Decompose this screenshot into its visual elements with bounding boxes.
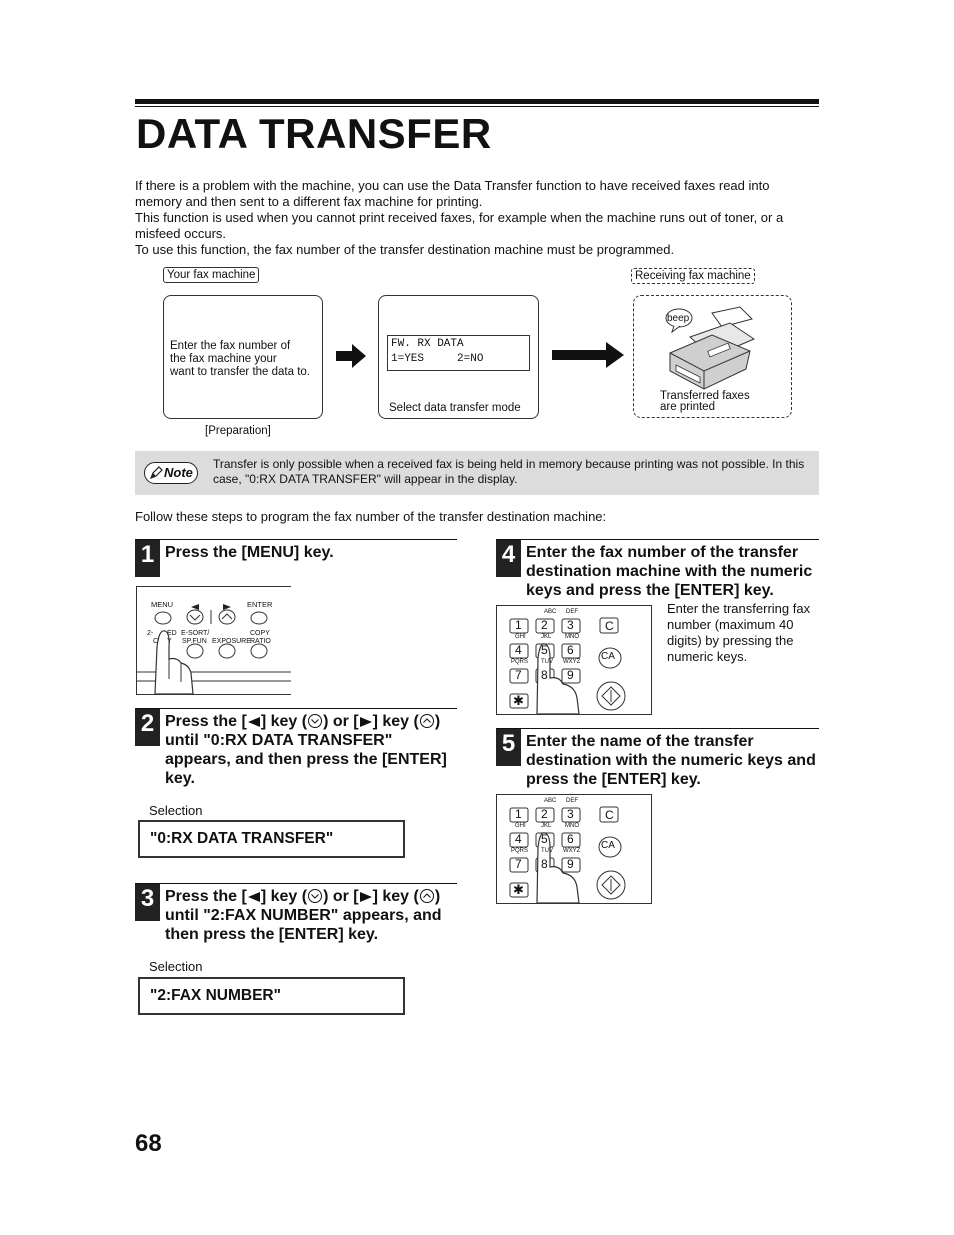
keypad-letters: TUV: [541, 659, 553, 665]
note-badge-label: Note: [164, 465, 193, 480]
star-key-label: ✱: [513, 882, 524, 897]
step-text-part: ] key (: [260, 888, 308, 905]
beep-label: beep: [667, 313, 690, 324]
mode-caption: Select data transfer mode: [389, 402, 521, 414]
keypad-key-3: 3: [567, 807, 574, 821]
step-rule: [496, 539, 819, 540]
y-label: Y: [167, 638, 172, 645]
numeric-keypad-illustration: [496, 605, 652, 715]
two-sided-label: 2-: [147, 630, 154, 637]
transferred-caption: Transferred faxes are printed: [660, 390, 750, 413]
keypad-letters: JKL: [541, 823, 552, 829]
intro-paragraph: To use this function, the fax number of the transfer destination machine must be programmed.: [135, 242, 675, 257]
c-label: C: [153, 638, 159, 645]
step-number: 2: [135, 709, 160, 746]
step-text: [165, 887, 457, 944]
preparation-label: [Preparation]: [205, 425, 271, 437]
step-number: 3: [135, 884, 160, 921]
keypad-key-9: 9: [567, 668, 574, 682]
header-rule-thick: [135, 99, 819, 104]
ed-label: ED: [167, 630, 177, 637]
step-rule: [135, 539, 457, 540]
exposure-label: EXPOSURE: [212, 638, 251, 645]
step-number: 5: [496, 729, 521, 766]
intro-text: [135, 178, 819, 258]
note-text: Transfer is only possible when a received fax is being held in memory because printing was not possible. In this case, "0:RX DATA TRANSFER" will appear in the display.: [213, 457, 805, 486]
page-title: DATA TRANSFER: [136, 110, 492, 157]
keypad-letters: ABC: [544, 609, 557, 615]
step-text-part: ): [434, 713, 441, 730]
down-chevron-key-icon: [307, 714, 323, 728]
selection-label: Selection: [149, 803, 203, 818]
header-rule-thin: [135, 106, 819, 107]
step-rule: [135, 883, 457, 884]
esort-label: E-SORT/: [181, 630, 210, 637]
keypad-letters: GHI: [515, 823, 526, 829]
selection-display: "0:RX DATA TRANSFER": [138, 820, 405, 858]
keypad-key-5: 5: [541, 832, 548, 846]
keypad-letters: WXYZ: [563, 848, 581, 854]
operation-panel-illustration: [136, 586, 291, 695]
spfun-label: SP.FUN: [182, 638, 207, 645]
step-rule: [496, 728, 819, 729]
keypad-key-1: 1: [515, 807, 522, 821]
preparation-text: Enter the fax number of the fax machine your want to transfer the data to.: [170, 340, 310, 378]
clear-all-key-label: CA: [601, 840, 615, 851]
clear-key-label: C: [605, 619, 614, 633]
keypad-key-8: 8: [541, 857, 548, 871]
keypad-letters: ABC: [544, 798, 557, 804]
keypad-key-4: 4: [515, 643, 522, 657]
left-arrow-key-icon: [247, 716, 261, 728]
step-text-part: Press the [: [165, 713, 247, 730]
right-arrow-key-icon: [359, 716, 373, 728]
step-number: 1: [135, 540, 160, 577]
left-arrow-key-icon: [247, 891, 261, 903]
numeric-keypad-illustration: [496, 794, 652, 904]
keypad-key-2: 2: [541, 807, 548, 821]
selection-display: "2:FAX NUMBER": [138, 977, 405, 1015]
step-text: Enter the fax number of the transfer destination machine with the numeric keys and press the [ENTER] key.: [526, 544, 813, 599]
step-text: [165, 712, 457, 788]
keypad-key-3: 3: [567, 618, 574, 632]
down-chevron-key-icon: [307, 889, 323, 903]
step-number: 4: [496, 540, 521, 577]
step-rule: [135, 708, 457, 709]
selection-label: Selection: [149, 959, 203, 974]
keypad-key-6: 6: [567, 832, 574, 846]
long-arrow-right-icon: [550, 340, 626, 370]
enter-key-label: ENTER: [247, 600, 273, 609]
keypad-letters: TUV: [541, 848, 553, 854]
keypad-letters: GHI: [515, 634, 526, 640]
pencil-icon: [149, 466, 163, 480]
intro-paragraph: This function is used when you cannot print received faxes, for example when the machine runs out of toner, or a misfeed occurs.: [135, 210, 784, 241]
arrow-right-icon: [334, 343, 368, 369]
right-arrow-key-icon: [359, 891, 373, 903]
clear-key-label: C: [605, 808, 614, 822]
star-key-label: ✱: [513, 693, 524, 708]
keypad-key-6: 6: [567, 643, 574, 657]
step-text-part: until "0:RX DATA TRANSFER" appears, and then press the [ENTER] key.: [165, 732, 447, 787]
note-badge: [144, 462, 198, 484]
keypad-letters: PQRS: [511, 659, 529, 665]
clear-all-key-label: CA: [601, 651, 615, 662]
keypad-key-9: 9: [567, 857, 574, 871]
keypad-key-7: 7: [515, 668, 522, 682]
keypad-letters: DEF: [566, 798, 578, 804]
receiving-fax-label: Receiving fax machine: [631, 268, 755, 284]
step-text-part: ) or [: [323, 888, 359, 905]
step-text-part: ) or [: [323, 713, 359, 730]
keypad-key-2: 2: [541, 618, 548, 632]
step-description: Enter the transferring fax number (maximum 40 digits) by pressing the numeric keys.: [667, 601, 811, 664]
step-text-part: ] key (: [372, 713, 419, 730]
keypad-letters: MNO: [565, 823, 579, 829]
keypad-letters: PQRS: [511, 848, 529, 854]
step-text-part: until "2:FAX NUMBER" appears, and then press the [ENTER] key.: [165, 907, 442, 943]
lcd-line-1: FW. RX DATA: [391, 338, 464, 350]
keypad-key-5: 5: [541, 643, 548, 657]
step-text-part: Press the [: [165, 888, 247, 905]
keypad-key-4: 4: [515, 832, 522, 846]
keypad-letters: MNO: [565, 634, 579, 640]
menu-key-label: MENU: [151, 600, 174, 609]
step-text: Enter the name of the transfer destination with the numeric keys and press the [ENTER] key.: [526, 733, 816, 788]
keypad-key-8: 8: [541, 668, 548, 682]
intro-paragraph: If there is a problem with the machine, you can use the Data Transfer function to have received faxes read into memory and then sent to a different fax machine for printing.: [135, 178, 770, 209]
step-text-part: ] key (: [260, 713, 308, 730]
lcd-line-2: 1=YES 2=NO: [391, 353, 484, 365]
keypad-key-7: 7: [515, 857, 522, 871]
step-text-part: ): [434, 888, 441, 905]
keypad-letters: DEF: [566, 609, 578, 615]
ratio-label: RATIO: [250, 638, 271, 645]
keypad-key-1: 1: [515, 618, 522, 632]
step-text: Press the [MENU] key.: [165, 544, 334, 561]
copy-label: COPY: [250, 630, 270, 637]
keypad-letters: WXYZ: [563, 659, 581, 665]
your-fax-label: Your fax machine: [163, 267, 259, 283]
step-text-part: ] key (: [372, 888, 419, 905]
keypad-letters: JKL: [541, 634, 552, 640]
up-chevron-key-icon: [419, 714, 435, 728]
page-number: 68: [135, 1130, 162, 1157]
follow-text: Follow these steps to program the fax number of the transfer destination machine:: [135, 509, 607, 524]
up-chevron-key-icon: [419, 889, 435, 903]
